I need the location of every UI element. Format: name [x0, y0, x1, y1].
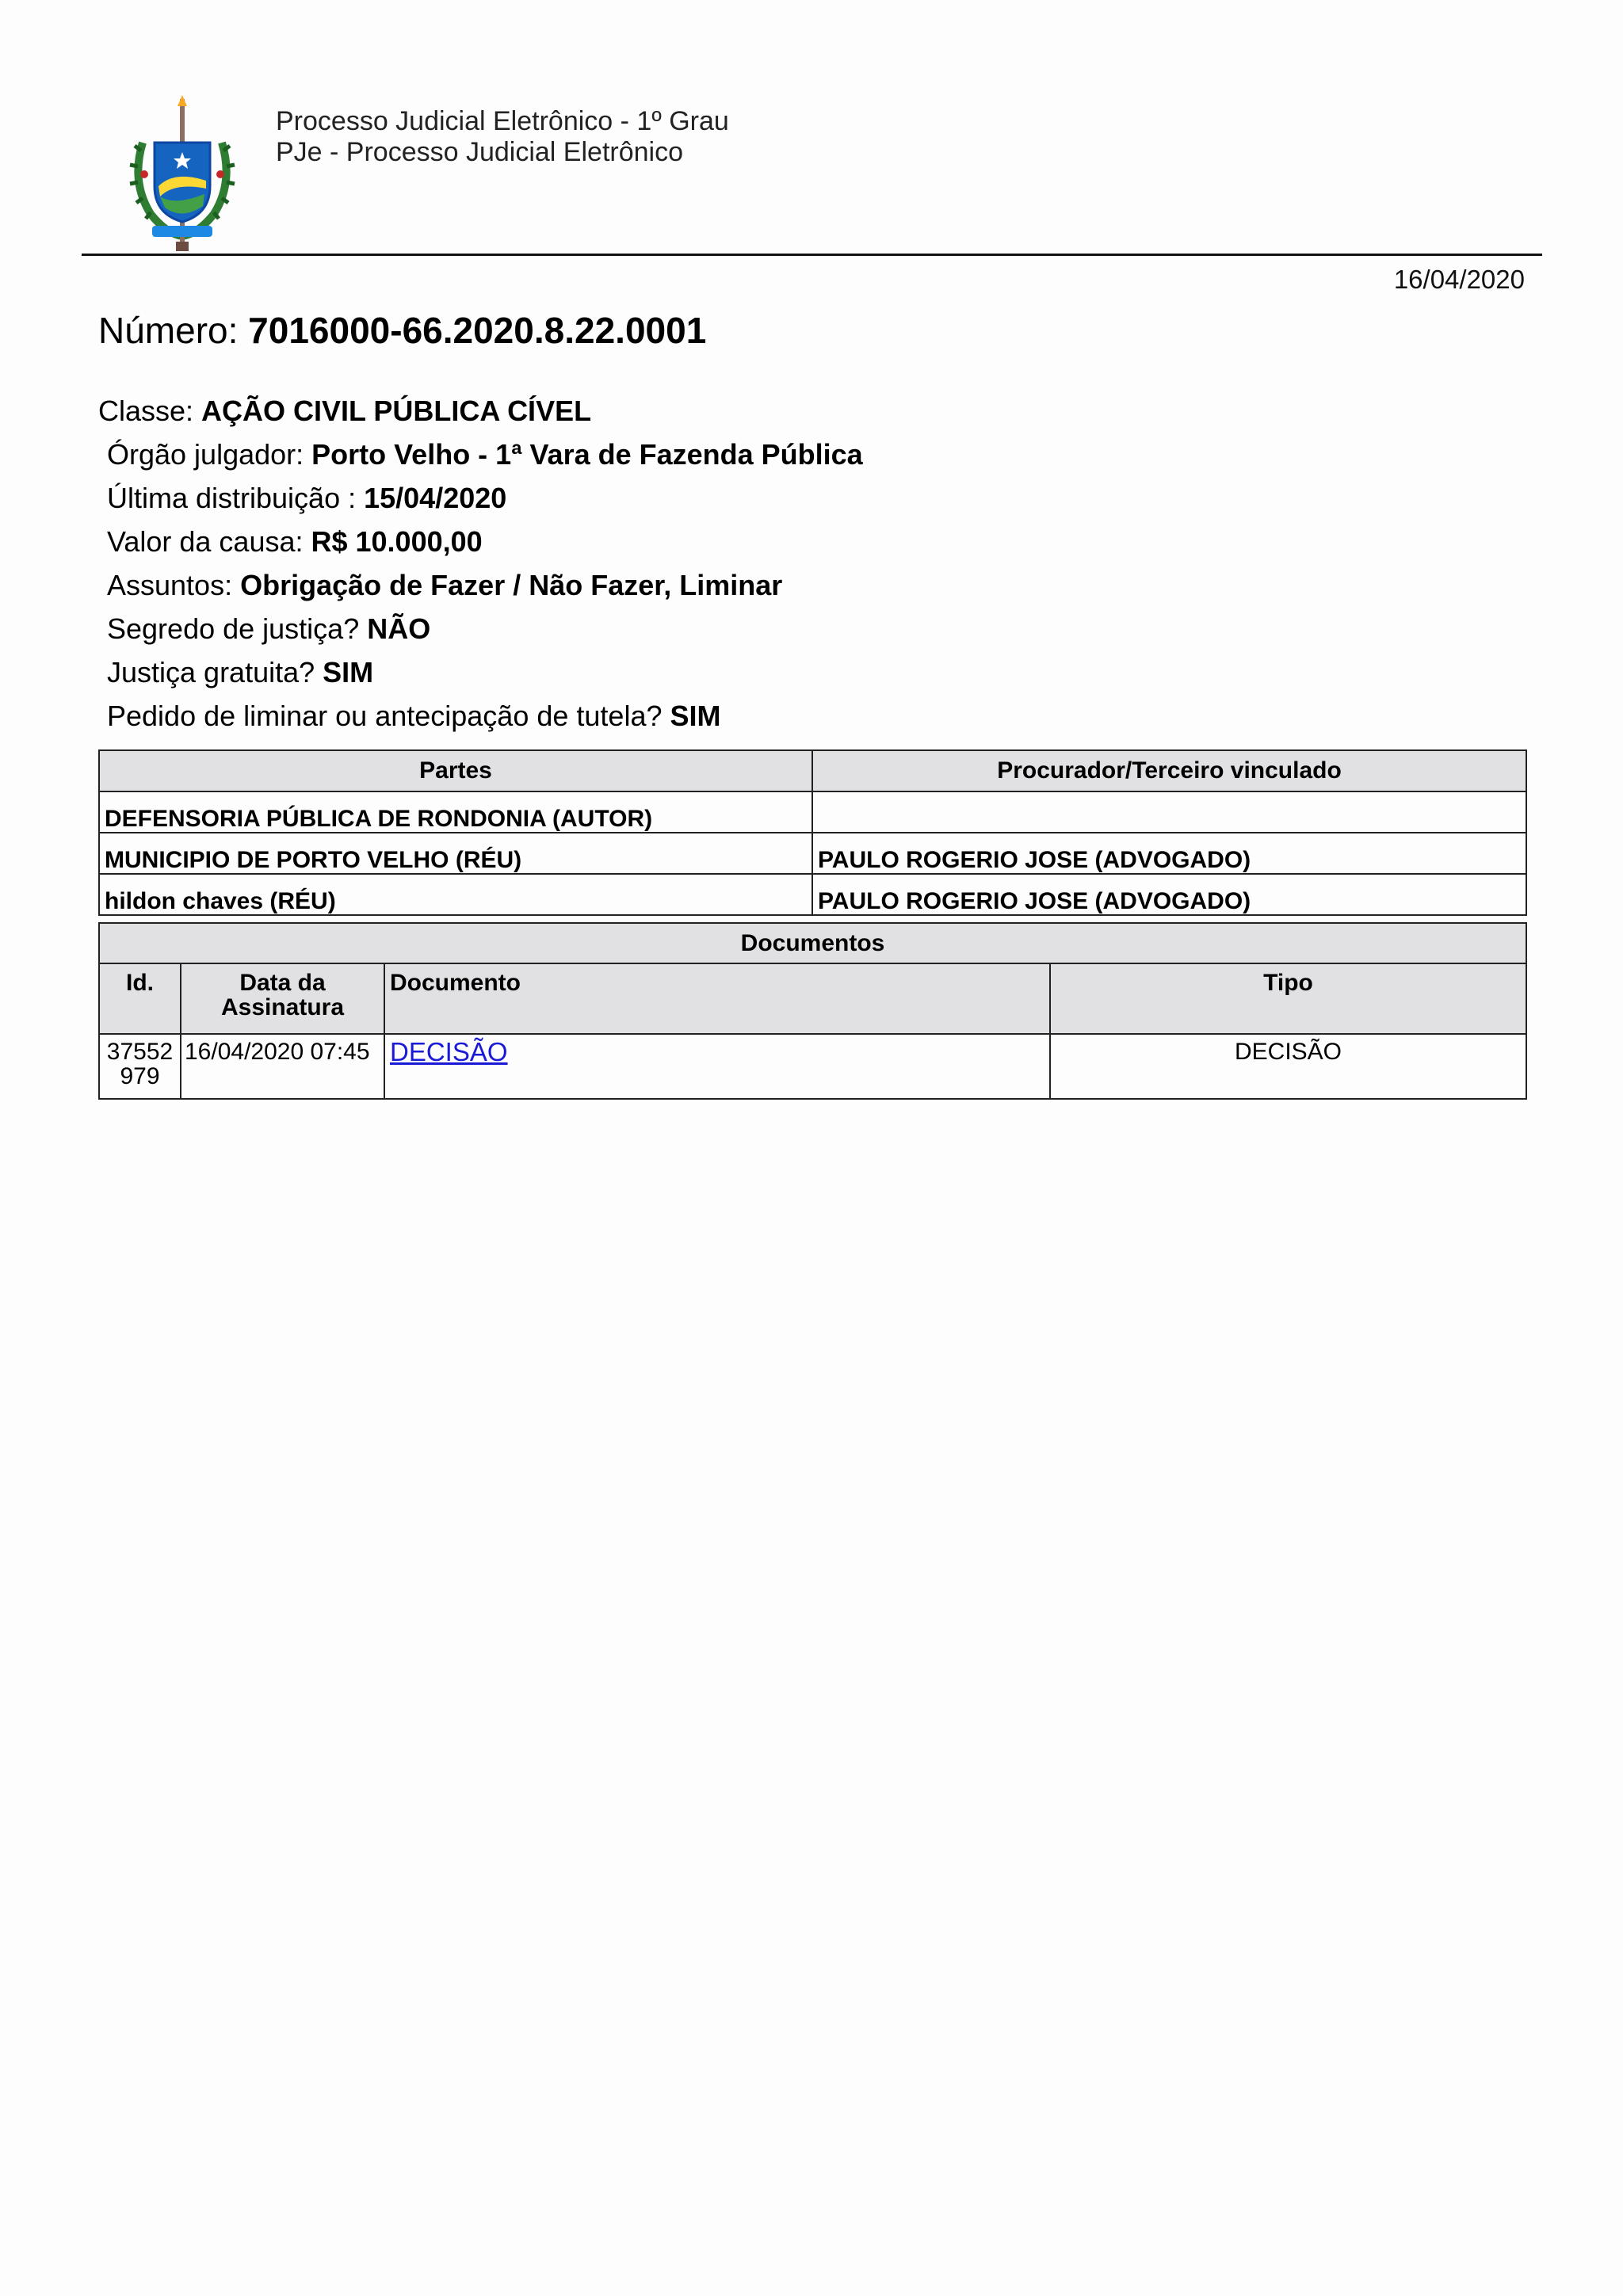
- field-value: Obrigação de Fazer / Não Fazer, Liminar: [240, 569, 783, 601]
- field-value: R$ 10.000,00: [311, 525, 483, 558]
- document-name-cell: [384, 1034, 1050, 1099]
- field-assuntos: [98, 563, 863, 607]
- field-value: Porto Velho - 1ª Vara de Fazenda Pública: [311, 438, 863, 471]
- document-date-cell: 16/04/2020 07:45: [181, 1034, 384, 1099]
- table-title-row: [99, 923, 1526, 963]
- field-label: Classe:: [98, 395, 202, 427]
- table-row: [99, 791, 1526, 833]
- field-valor-causa: [98, 520, 863, 563]
- table-header-row: [99, 750, 1526, 791]
- system-subtitle: PJe - Processo Judicial Eletrônico: [276, 137, 684, 167]
- table-row: [99, 833, 1526, 874]
- table-header-row: [99, 963, 1526, 1034]
- field-value: SIM: [670, 700, 721, 732]
- process-number-label: Número:: [98, 310, 249, 351]
- column-header-tipo: Tipo: [1050, 963, 1526, 1034]
- document-id-cell: 37552 979: [99, 1034, 181, 1099]
- column-header-data-assinatura: Data da Assinatura: [181, 963, 384, 1034]
- court-emblem: [127, 95, 238, 254]
- field-value: NÃO: [367, 612, 431, 645]
- field-label: Justiça gratuita?: [107, 656, 323, 688]
- column-header-documento: Documento: [384, 963, 1050, 1034]
- attorney-cell: PAULO ROGERIO JOSE (ADVOGADO): [812, 874, 1526, 915]
- party-cell: hildon chaves (RÉU): [99, 874, 812, 915]
- field-value: SIM: [323, 656, 374, 688]
- system-title: Processo Judicial Eletrônico - 1º Grau: [276, 106, 729, 136]
- table-row: [99, 1034, 1526, 1099]
- field-label: Última distribuição :: [107, 482, 365, 514]
- documents-table: [98, 922, 1527, 1100]
- rondonia-coat-of-arms-icon: [127, 95, 238, 254]
- field-ultima-distribuicao: [98, 476, 863, 520]
- field-segredo-justica: [98, 607, 863, 650]
- field-label: Segredo de justiça?: [107, 612, 368, 645]
- field-orgao-julgador: [98, 433, 863, 476]
- document-type-cell: DECISÃO: [1050, 1034, 1526, 1099]
- field-label: Valor da causa:: [107, 525, 311, 558]
- documents-title: Documentos: [99, 923, 1526, 963]
- system-header: [276, 106, 729, 168]
- attorney-cell: [812, 791, 1526, 833]
- table-row: [99, 874, 1526, 915]
- field-label: Assuntos:: [107, 569, 241, 601]
- process-number-value: 7016000-66.2020.8.22.0001: [248, 310, 707, 351]
- column-header-id: Id.: [99, 963, 181, 1034]
- field-classe: [98, 389, 863, 433]
- attorney-cell: PAULO ROGERIO JOSE (ADVOGADO): [812, 833, 1526, 874]
- process-details: [98, 389, 863, 738]
- party-cell: DEFENSORIA PÚBLICA DE RONDONIA (AUTOR): [99, 791, 812, 833]
- field-justica-gratuita: [98, 650, 863, 694]
- column-header-partes: Partes: [99, 750, 812, 791]
- column-header-procurador: Procurador/Terceiro vinculado: [812, 750, 1526, 791]
- field-value: AÇÃO CIVIL PÚBLICA CÍVEL: [201, 395, 592, 427]
- parties-table: [98, 749, 1527, 916]
- field-pedido-liminar: [98, 694, 863, 738]
- document-date: 16/04/2020: [1393, 265, 1525, 294]
- process-number: [98, 309, 706, 352]
- field-label: Pedido de liminar ou antecipação de tutela?: [107, 700, 670, 732]
- document-link[interactable]: DECISÃO: [390, 1037, 508, 1066]
- field-label: Órgão julgador:: [107, 438, 312, 471]
- header-divider: [82, 254, 1542, 256]
- party-cell: MUNICIPIO DE PORTO VELHO (RÉU): [99, 833, 812, 874]
- field-value: 15/04/2020: [364, 482, 507, 514]
